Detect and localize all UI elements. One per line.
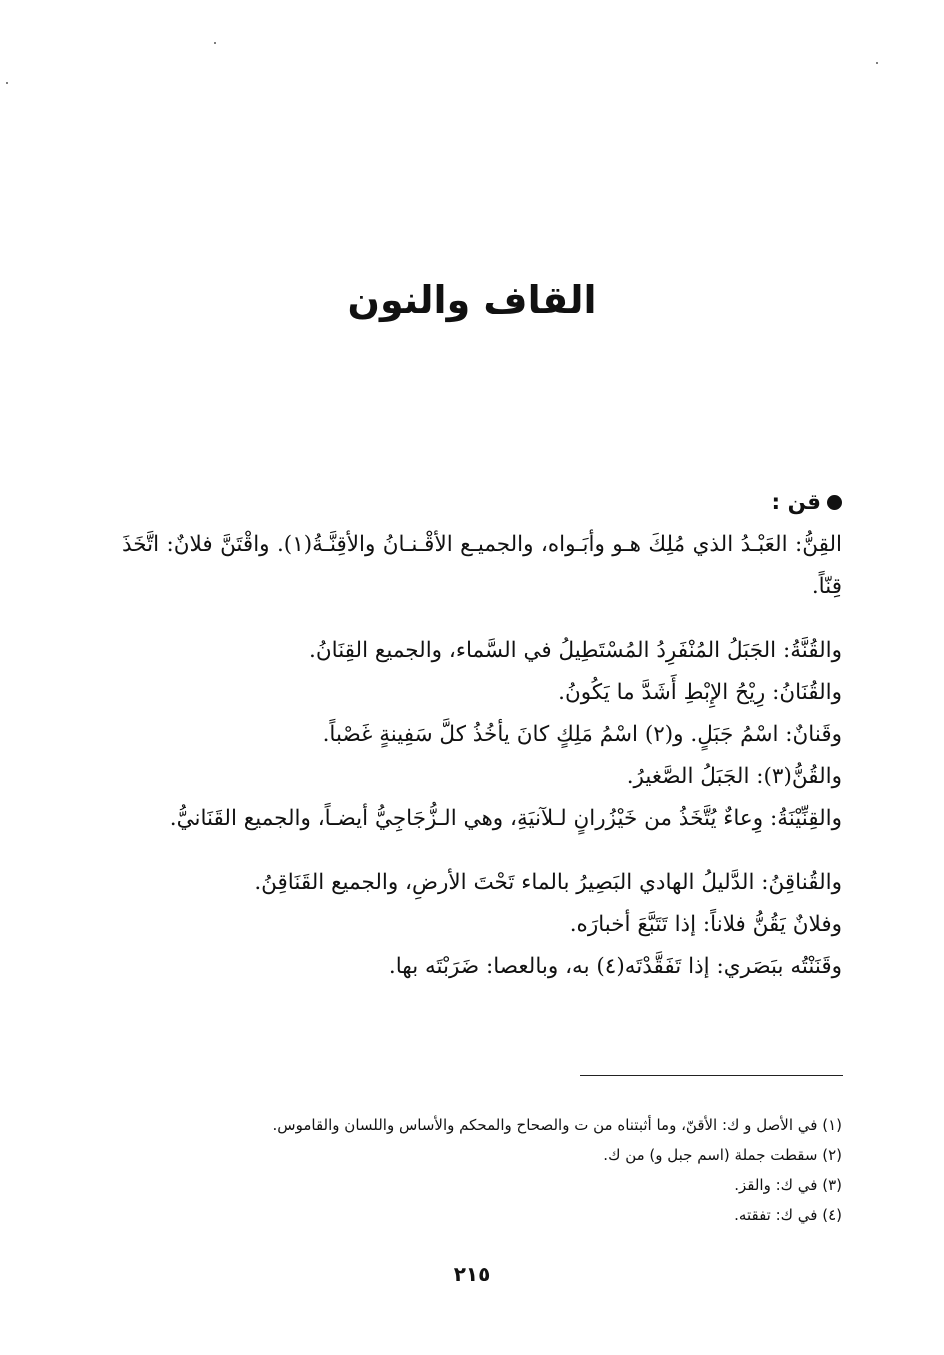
paragraph-gap [122, 608, 842, 630]
entry-paragraph: والقُنَّةُ: الجَبَلُ المُنْفَرِدُ المُسْتَطِيلُ في السَّماء، والجميع القِنَانُ. [309, 638, 842, 663]
entry-paragraph: وفلانٌ يَقُنُّ فلاناً: إذا تَتَبَّعَ أخبارَه. [569, 912, 842, 937]
bullet-icon [827, 495, 842, 510]
entry-paragraph: والقُناقِنُ: الدَّليلُ الهادي البَصِيرُ بالماء تَحْتَ الأرضِ، والجميع القَنَاقِنُ. [254, 870, 842, 895]
scan-speck [6, 82, 8, 84]
footnote: (٢) سقطت جملة (اسم جبل و) من ك. [603, 1146, 842, 1164]
scan-speck [876, 62, 878, 64]
paragraph-gap [122, 840, 842, 862]
footnote: (٣) في ك: والقز. [734, 1176, 842, 1194]
entry-paragraph: وقَنَنْتُه ببَصَري: إذا تَفَقَّدْتَه(٤) به، وبالعصا: ضَرَبْتَه بها. [388, 954, 842, 979]
entry-paragraph: والقُنَانُ: رِيْحُ الإِبْطِ أَشَدَّ ما يَكُونُ. [558, 680, 842, 705]
footnote: (٤) في ك: تفقته. [734, 1206, 842, 1224]
entry-paragraph: والقِنِّيْنَةُ: وِعاءٌ يُتَّخَذُ من خَيْزُرانٍ لـلآنيَةِ، وهي الـزُّجَاجِيُّ أيضـاً، والجميع القَنَانيُّ. [169, 806, 842, 831]
footnote: (١) في الأصل و ك: الأقنّ، وما أثبتناه من ت والصحاح والمحكم والأساس واللسان والقاموس. [272, 1116, 842, 1134]
entry-root: قن : [771, 490, 821, 515]
scan-speck [214, 42, 216, 44]
footnotes [122, 1110, 842, 1230]
footnote-divider [580, 1075, 843, 1076]
entry-paragraph: القِنُّ: العَبْـدُ الذي مُلِكَ هـو وأبَـواه، والجميـع الأقْـنـانُ والأقِنَّـةُ(١). واقْتَنَّ فلانٌ: اتَّخَذَ قِنّاً. [122, 532, 842, 599]
page-number: ٢١٥ [453, 1262, 491, 1286]
entry-heading [122, 482, 842, 524]
entry-paragraph: وقَنانٌ: اسْمُ جَبَلٍ. و(٢) اسْمُ مَلِكٍ كانَ يأخُذُ كلَّ سَفِينةٍ غَصْباً. [322, 722, 842, 747]
entry-paragraph: والقُنُّ(٣): الجَبَلُ الصَّغيرُ. [626, 764, 842, 789]
chapter-title: القاف والنون [347, 278, 597, 322]
dictionary-entry [122, 482, 842, 988]
